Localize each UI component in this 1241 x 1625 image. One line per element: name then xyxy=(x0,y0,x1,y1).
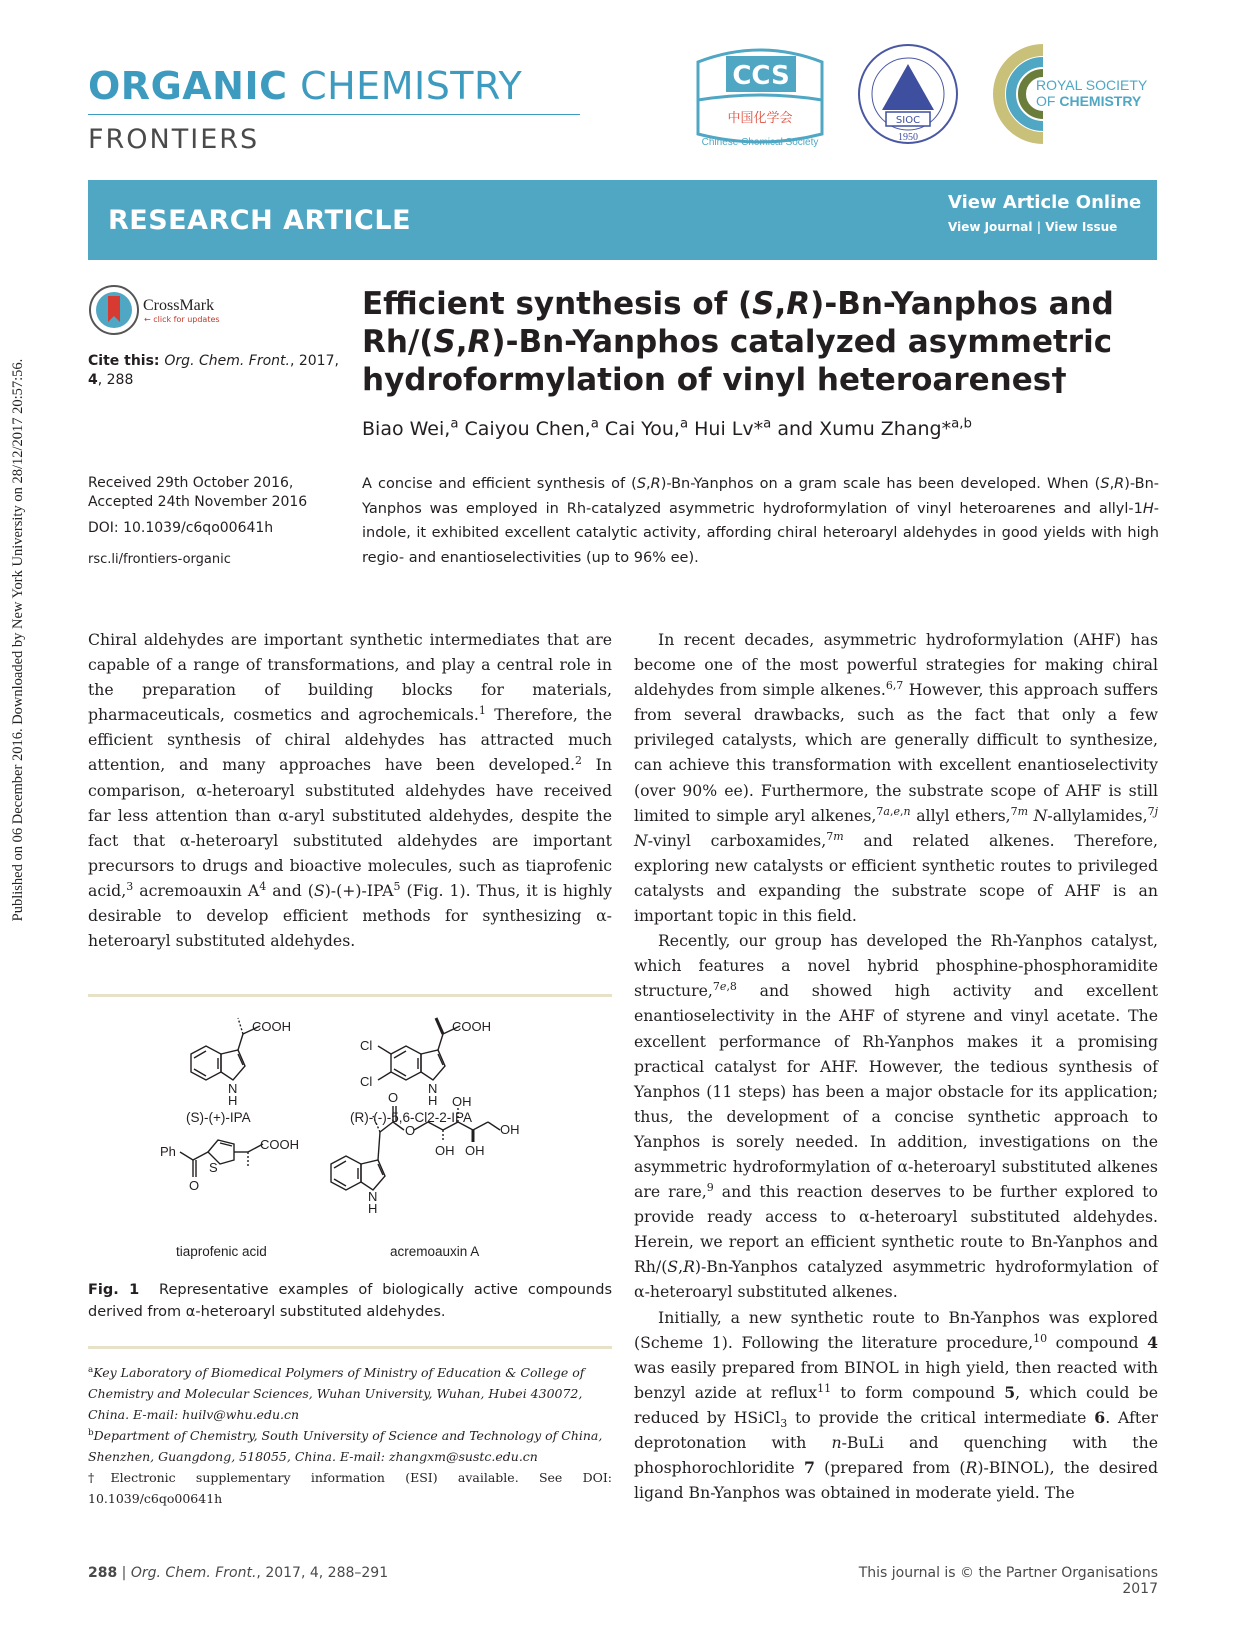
figure-caption-label: Fig. 1 xyxy=(88,1282,140,1298)
atom-label: N xyxy=(228,1081,238,1096)
atom-label: OH xyxy=(435,1143,455,1158)
affiliations xyxy=(88,1362,612,1509)
figure-1-structures xyxy=(88,1002,612,1272)
view-journal-link[interactable]: View Journal xyxy=(948,220,1033,234)
publication-stamp: Published on 06 December 2016. Downloaded by New York University on 28/12/2017 20:57:56. xyxy=(10,358,26,922)
atom-label: COOH xyxy=(452,1019,491,1034)
body-left-column xyxy=(88,627,612,953)
sioc-triangle xyxy=(882,64,934,110)
journal-name xyxy=(88,64,522,108)
page-footer-right: This journal is © the Partner Organisations 2017 xyxy=(858,1565,1158,1597)
atom-label: O xyxy=(189,1178,200,1193)
title-line-2: Rh/(S,R)-Bn-Yanphos catalyzed asymmetric xyxy=(362,324,1113,360)
article-title xyxy=(362,285,1122,399)
sioc-text: SIOC xyxy=(895,115,921,126)
ccs-logo xyxy=(688,42,833,152)
atom-label: Cl xyxy=(360,1038,373,1053)
ccs-english-name: Chinese Chemical Society xyxy=(701,137,819,148)
paragraph: Recently, our group has developed the Rh-Yanphos catalyst, which features a novel hybrid phosphine-phosphoramidite structure,$^{7e,8}$ and showed high activity and excellent enantioselectivity in the AHF of styrene and vinyl acetate. The excellent performance of Rh-Yanphos makes it a promising practical catalyst for AHF. However, the tedious synthesis of Yanphos (11 steps) has been a major obstacle for its application; thus, the development of a concise synthetic approach to Yanphos is sorely needed. In addition, investigations on the asymmetric hydroformylation of α-heteroaryl substituted alkenes are rare,$^9$ and this reaction deserves to be further explored to provide ready access to α-heteroaryl substituted aldehydes. Herein, we report an efficient synthetic route to Bn-Yanphos and Rh/(S,R)-Bn-Yanphos catalyzed asymmetric hydroformylation of α-heteroaryl substituted alkenes. xyxy=(634,931,1158,1302)
figure-caption-text: Representative examples of biologically active compounds derived from α-heteroaryl substituted aldehydes. xyxy=(88,1282,613,1320)
accepted-date: Accepted 24th November 2016 xyxy=(88,494,308,510)
abstract: A concise and efficient synthesis of (S,R)-Bn-Yanphos on a gram scale has been developed. When (S,R)-Bn-Yanphos was employed in Rh-catalyzed asymmetric hydroformylation of vinyl heteroarenes and allyl-1H-indole, it exhibited excellent catalytic activity, affording chiral heteroaryl aldehydes in good yields with high regio- and enantioselectivities (up to 96% ee). xyxy=(362,476,1159,566)
view-article-online-link[interactable]: View Article Online xyxy=(948,192,1142,213)
atom-label: OH xyxy=(500,1122,520,1137)
atom-label: COOH xyxy=(252,1019,291,1034)
citation: Cite this: Org. Chem. Front., 2017, 4, 288 xyxy=(88,353,339,388)
view-links: View Journal | View Issue xyxy=(948,220,1118,234)
view-issue-link[interactable]: View Issue xyxy=(1045,220,1118,234)
page-footer-left: 288 | Org. Chem. Front., 2017, 4, 288–291 xyxy=(88,1565,389,1581)
ccs-badge-text: CCS xyxy=(732,61,790,91)
received-date: Received 29th October 2016, xyxy=(88,475,294,491)
paragraph: Chiral aldehydes are important synthetic intermediates that are capable of a range of transformations, and play a central role in the preparation of building blocks for materials, pharmaceuticals, cosmetics and agrochemicals.$^1$ Therefore, the efficient synthesis of chiral aldehydes has attracted much attention, and many approaches have been developed.$^2$ In comparison, α-heteroaryl substituted aldehydes have received far less attention than α-aryl substituted aldehydes, despite the fact that α-heteroaryl substituted aldehydes are important precursors to drugs and bioactive molecules, such as tiaprofenic acid,$^3$ acremoauxin $A^4$ and $(S)-(+)-IPA^5$ (Fig. 1). Thus, it is highly desirable to develop efficient methods for synthesizing α-heteroaryl substituted aldehydes. xyxy=(88,630,613,951)
sioc-logo xyxy=(856,42,960,150)
journal-subname: FRONTIERS xyxy=(88,124,260,155)
atom-label: O xyxy=(405,1123,416,1138)
atom-label: S xyxy=(209,1160,218,1175)
page-number: 288 xyxy=(88,1565,118,1581)
crossmark-sub[interactable]: ← click for updates xyxy=(144,315,220,324)
atom-label: OH xyxy=(465,1143,485,1158)
atom-label: N xyxy=(368,1189,378,1204)
crossmark-label[interactable]: CrossMark xyxy=(143,297,215,314)
atom-label: O xyxy=(388,1090,399,1105)
figure-rule-bottom xyxy=(88,1346,612,1349)
affiliation-a: $^a$Key Laboratory of Biomedical Polymers of Ministry of Education & College of Chemistry and Molecular Sciences, Wuhan University, Wuhan, Hubei 430072, China. E-mail: huilv@whu.edu.cn xyxy=(88,1364,585,1422)
atom-label: Cl xyxy=(360,1074,373,1089)
sioc-year: 1950 xyxy=(898,132,918,143)
atom-label: OH xyxy=(452,1094,472,1109)
paragraph: Initially, a new synthetic route to Bn-Yanphos was explored (Scheme 1). Following the literature procedure,$^{10}$ compound 4 was easily prepared from BINOL in high yield, then reacted with benzyl azide at reflux$^{11}$ to form compound 5, which could be reduced by HSiCl$_3$ to provide the critical intermediate 6. After deprotonation with n-BuLi and quenching with the phosphorochloridite 7 (prepared from (R)-BINOL), the desired ligand Bn-Yanphos was obtained in moderate yield. The xyxy=(634,1307,1159,1503)
compound-label-tiaprofenic: tiaprofenic acid xyxy=(176,1244,267,1259)
paragraph: In recent decades, asymmetric hydroformylation (AHF) has become one of the most powerful strategies for making chiral aldehydes from simple alkenes.$^{6,7}$ However, this approach suffers from several drawbacks, such as the fact that only a few privileged catalysts, which are generally difficult to synthesize, can achieve this transformation with excellent enantioselectivity (over 90% ee). Furthermore, the substrate scope of AHF is still limited to simple aryl alkenes,$^{7a,e,n}$ allyl ethers,$^{7m}$ N-allylamides,$^{7j}$ N-vinyl carboxamides,$^{7m}$ and related alkenes. Therefore, exploring new catalysts or efficient synthetic routes to privileged catalysts and expanding the substrate scope of AHF is an important topic in this field. xyxy=(634,630,1159,926)
crossmark-icon[interactable] xyxy=(88,284,140,336)
figure-1-caption xyxy=(88,1279,612,1323)
article-type: RESEARCH ARTICLE xyxy=(108,205,412,236)
title-line-1: Efficient synthesis of (S,R)-Bn-Yanphos and xyxy=(362,286,1114,322)
atom-label: Ph xyxy=(160,1144,176,1159)
author-list: Biao Wei,$^a$ Caiyou Chen,$^a$ Cai You,$^a$ Hui Lv*$^a$ and Xumu Zhang*$^{a,b}$ xyxy=(362,416,972,440)
ccs-chinese-name: 中国化学会 xyxy=(727,111,793,126)
atom-label: H xyxy=(368,1201,378,1216)
atom-label: H xyxy=(428,1093,438,1108)
atom-label: N xyxy=(428,1081,438,1096)
body-right-column xyxy=(634,627,1158,1505)
compound-label-acremoauxin: acremoauxin A xyxy=(390,1244,480,1259)
affiliation-b: $^b$Department of Chemistry, South University of Science and Technology of China, Shenzhen, Guangdong, 518055, China. E-mail: zhangxm@sustc.edu.cn xyxy=(88,1427,603,1464)
rsc-line2: OF CHEMISTRY xyxy=(1036,93,1142,109)
journal-link[interactable]: rsc.li/frontiers-organic xyxy=(88,552,231,567)
rsc-logo xyxy=(988,40,1160,150)
title-line-3: hydroformylation of vinyl heteroarenes† xyxy=(362,362,1067,398)
atom-label: H xyxy=(228,1093,238,1108)
compound-label-ipa: (S)-(+)-IPA xyxy=(186,1110,251,1125)
figure-rule-top xyxy=(88,994,612,997)
rsc-line1: ROYAL SOCIETY xyxy=(1036,77,1148,93)
compound-label-cl2ipa: (R)-(-)-5,6-Cl2-2-IPA xyxy=(350,1110,472,1125)
esi-note: †Electronic supplementary information (ESI) available. See DOI: 10.1039/c6qo00641h xyxy=(88,1470,612,1506)
journal-name-rest: CHEMISTRY xyxy=(287,64,523,108)
journal-rule xyxy=(88,114,580,115)
journal-name-bold: ORGANIC xyxy=(88,64,288,108)
atom-label: COOH xyxy=(260,1137,299,1152)
doi[interactable]: DOI: 10.1039/c6qo00641h xyxy=(88,520,274,536)
